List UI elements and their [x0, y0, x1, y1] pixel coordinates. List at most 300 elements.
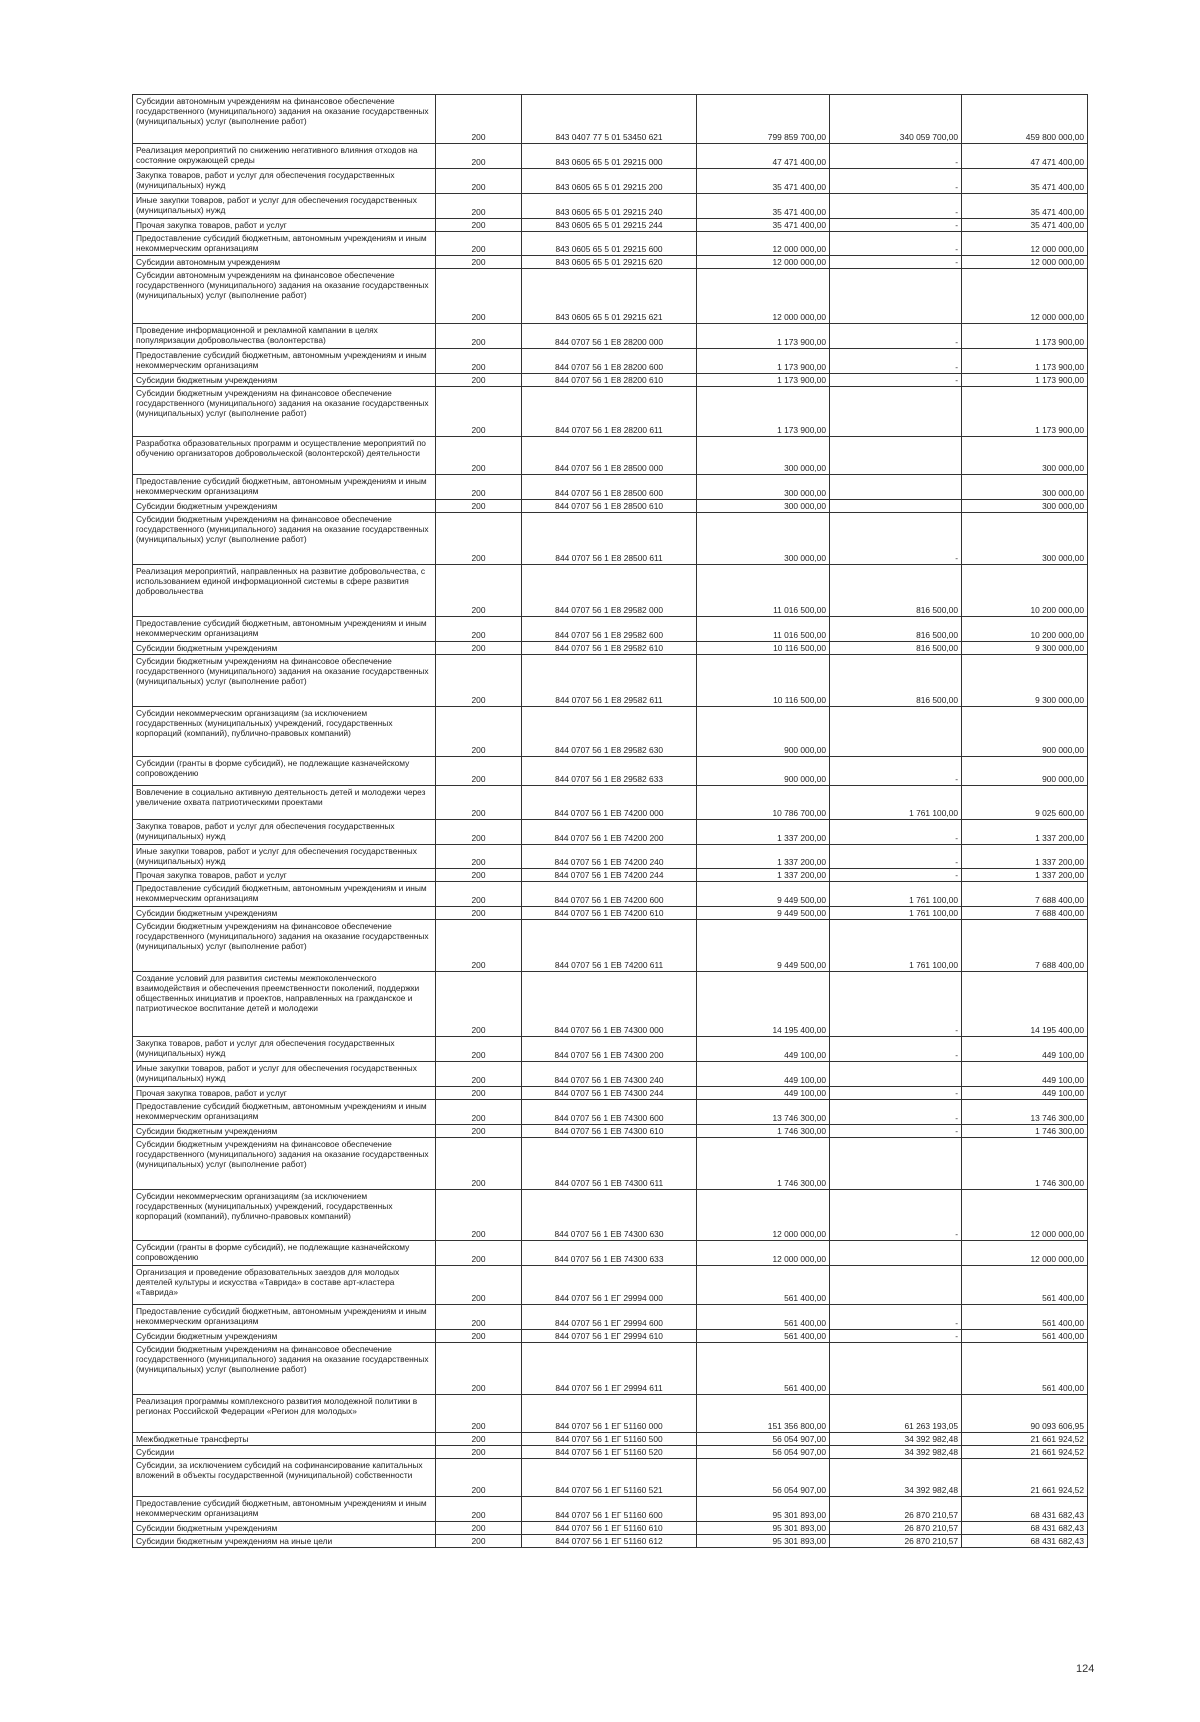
row-description: Субсидии бюджетным учреждениям на финансовое обеспечение государственного (муниципального) задания на оказание государственных (муниципальных) услуг (выполнение работ)	[133, 387, 436, 437]
row-classification-code: 844 0707 56 1 EГ 51160 520	[522, 1446, 697, 1459]
row-code: 200	[436, 1266, 522, 1305]
row-executed-amount	[830, 475, 962, 500]
row-classification-code: 844 0707 56 1 EB 74300 240	[522, 1062, 697, 1087]
row-approved-amount: 35 471 400,00	[697, 194, 830, 219]
row-approved-amount: 1 337 200,00	[697, 820, 830, 845]
row-approved-amount: 10 116 500,00	[697, 655, 830, 707]
row-unexecuted-amount: 10 200 000,00	[962, 565, 1088, 617]
table-row	[133, 324, 1088, 349]
row-classification-code: 844 0707 56 1 E8 28200 610	[522, 374, 697, 387]
row-approved-amount: 95 301 893,00	[697, 1497, 830, 1522]
table-row	[133, 907, 1088, 920]
table-row	[133, 95, 1088, 144]
row-code: 200	[436, 907, 522, 920]
row-approved-amount: 12 000 000,00	[697, 269, 830, 324]
row-code: 200	[436, 256, 522, 269]
table-row	[133, 882, 1088, 907]
row-code: 200	[436, 475, 522, 500]
row-executed-amount: -	[830, 1330, 962, 1343]
row-executed-amount: -	[830, 219, 962, 232]
row-description: Субсидии бюджетным учреждениям на финансовое обеспечение государственного (муниципального) задания на оказание государственных (муниципальных) услуг (выполнение работ)	[133, 655, 436, 707]
row-unexecuted-amount: 12 000 000,00	[962, 1190, 1088, 1241]
row-unexecuted-amount: 21 661 924,52	[962, 1433, 1088, 1446]
row-approved-amount: 1 337 200,00	[697, 869, 830, 882]
row-approved-amount: 561 400,00	[697, 1343, 830, 1395]
table-row	[133, 513, 1088, 565]
row-description: Субсидии, за исключением субсидий на софинансирование капитальных вложений в объекты государственной (муниципальной) собственности	[133, 1459, 436, 1497]
row-code: 200	[436, 1087, 522, 1100]
page-number: 124	[1076, 1663, 1095, 1675]
row-description: Субсидии некоммерческим организациям (за исключением государственных (муниципальных) учреждений, государственных корпораций (компаний), публично-правовых компаний)	[133, 707, 436, 757]
row-classification-code: 844 0707 56 1 E8 29582 633	[522, 757, 697, 786]
row-unexecuted-amount: 21 661 924,52	[962, 1446, 1088, 1459]
row-executed-amount	[830, 1062, 962, 1087]
table-row	[133, 1459, 1088, 1497]
row-approved-amount: 56 054 907,00	[697, 1433, 830, 1446]
row-approved-amount: 1 173 900,00	[697, 374, 830, 387]
row-unexecuted-amount: 561 400,00	[962, 1330, 1088, 1343]
table-row	[133, 256, 1088, 269]
row-approved-amount: 1 337 200,00	[697, 845, 830, 869]
row-approved-amount: 300 000,00	[697, 513, 830, 565]
row-unexecuted-amount: 561 400,00	[962, 1266, 1088, 1305]
table-row	[133, 500, 1088, 513]
table-row	[133, 1433, 1088, 1446]
row-description: Вовлечение в социально активную деятельность детей и молодежи через увеличение охвата патриотическими проектами	[133, 786, 436, 820]
row-classification-code: 844 0707 56 1 E8 29582 000	[522, 565, 697, 617]
row-description: Прочая закупка товаров, работ и услуг	[133, 1087, 436, 1100]
row-approved-amount: 12 000 000,00	[697, 232, 830, 256]
row-approved-amount: 449 100,00	[697, 1087, 830, 1100]
row-description: Реализация программы комплексного развития молодежной политики в регионах Российской Федерации «Регион для молодых»	[133, 1395, 436, 1433]
row-unexecuted-amount: 1 746 300,00	[962, 1138, 1088, 1190]
row-approved-amount: 56 054 907,00	[697, 1459, 830, 1497]
table-row	[133, 1343, 1088, 1395]
row-approved-amount: 95 301 893,00	[697, 1522, 830, 1535]
row-description: Субсидии бюджетным учреждениям	[133, 374, 436, 387]
row-description: Прочая закупка товаров, работ и услуг	[133, 869, 436, 882]
row-code: 200	[436, 617, 522, 642]
row-description: Предоставление субсидий бюджетным, автономным учреждениям и иным некоммерческим организациям	[133, 1497, 436, 1522]
row-executed-amount: -	[830, 1190, 962, 1241]
table-row	[133, 1535, 1088, 1548]
row-unexecuted-amount: 35 471 400,00	[962, 219, 1088, 232]
row-code: 200	[436, 882, 522, 907]
row-code: 200	[436, 1190, 522, 1241]
row-classification-code: 844 0707 56 1 E8 29582 611	[522, 655, 697, 707]
row-code: 200	[436, 1535, 522, 1548]
row-approved-amount: 300 000,00	[697, 500, 830, 513]
row-description: Субсидии бюджетным учреждениям	[133, 1330, 436, 1343]
table-row	[133, 1522, 1088, 1535]
row-description: Проведение информационной и рекламной кампании в целях популяризации добровольчества (волонтерства)	[133, 324, 436, 349]
row-unexecuted-amount: 13 746 300,00	[962, 1100, 1088, 1125]
row-code: 200	[436, 232, 522, 256]
row-executed-amount: 816 500,00	[830, 617, 962, 642]
row-code: 200	[436, 707, 522, 757]
row-unexecuted-amount: 300 000,00	[962, 475, 1088, 500]
row-executed-amount	[830, 387, 962, 437]
table-row	[133, 1305, 1088, 1330]
row-code: 200	[436, 869, 522, 882]
row-unexecuted-amount: 300 000,00	[962, 500, 1088, 513]
row-unexecuted-amount: 68 431 682,43	[962, 1535, 1088, 1548]
row-approved-amount: 9 449 500,00	[697, 882, 830, 907]
table-row	[133, 1190, 1088, 1241]
row-description: Субсидии автономным учреждениям на финансовое обеспечение государственного (муниципального) задания на оказание государственных (муниципальных) услуг (выполнение работ)	[133, 95, 436, 144]
row-approved-amount: 561 400,00	[697, 1330, 830, 1343]
row-unexecuted-amount: 14 195 400,00	[962, 972, 1088, 1037]
row-code: 200	[436, 1062, 522, 1087]
row-description: Прочая закупка товаров, работ и услуг	[133, 219, 436, 232]
row-code: 200	[436, 1037, 522, 1062]
row-description: Организация и проведение образовательных заездов для молодых деятелей культуры и искусства «Таврида» в составе арт-кластера «Таврида»	[133, 1266, 436, 1305]
table-row	[133, 269, 1088, 324]
row-executed-amount: -	[830, 1037, 962, 1062]
row-code: 200	[436, 387, 522, 437]
row-code: 200	[436, 1305, 522, 1330]
row-code: 200	[436, 194, 522, 219]
row-code: 200	[436, 972, 522, 1037]
row-description: Разработка образовательных программ и осуществление мероприятий по обучению организаторов добровольческой (волонтерской) деятельности	[133, 437, 436, 475]
row-executed-amount: 816 500,00	[830, 655, 962, 707]
row-classification-code: 844 0707 56 1 EB 74200 610	[522, 907, 697, 920]
row-unexecuted-amount: 68 431 682,43	[962, 1522, 1088, 1535]
row-executed-amount: -	[830, 324, 962, 349]
table-row	[133, 232, 1088, 256]
row-classification-code: 844 0707 56 1 EГ 51160 000	[522, 1395, 697, 1433]
row-code: 200	[436, 219, 522, 232]
table-row	[133, 1266, 1088, 1305]
row-code: 200	[436, 1241, 522, 1266]
row-code: 200	[436, 1522, 522, 1535]
row-executed-amount	[830, 1343, 962, 1395]
row-unexecuted-amount: 1 173 900,00	[962, 324, 1088, 349]
row-description: Субсидии некоммерческим организациям (за исключением государственных (муниципальных) учреждений, государственных корпораций (компаний), публично-правовых компаний)	[133, 1190, 436, 1241]
row-classification-code: 844 0707 56 1 EB 74300 633	[522, 1241, 697, 1266]
row-code: 200	[436, 1138, 522, 1190]
row-description: Субсидии бюджетным учреждениям на финансовое обеспечение государственного (муниципального) задания на оказание государственных (муниципальных) услуг (выполнение работ)	[133, 513, 436, 565]
row-code: 200	[436, 1497, 522, 1522]
row-classification-code: 844 0707 56 1 E8 28500 600	[522, 475, 697, 500]
row-unexecuted-amount: 1 337 200,00	[962, 869, 1088, 882]
budget-table	[132, 94, 1088, 1548]
row-description: Предоставление субсидий бюджетным, автономным учреждениям и иным некоммерческим организациям	[133, 232, 436, 256]
table-row	[133, 920, 1088, 972]
table-row	[133, 1138, 1088, 1190]
row-unexecuted-amount: 449 100,00	[962, 1087, 1088, 1100]
row-approved-amount: 1 746 300,00	[697, 1138, 830, 1190]
row-classification-code: 844 0707 56 1 EB 74300 200	[522, 1037, 697, 1062]
row-executed-amount: -	[830, 349, 962, 374]
row-approved-amount: 561 400,00	[697, 1305, 830, 1330]
row-classification-code: 844 0707 56 1 E8 28200 600	[522, 349, 697, 374]
row-approved-amount: 151 356 800,00	[697, 1395, 830, 1433]
row-unexecuted-amount: 459 800 000,00	[962, 95, 1088, 144]
row-classification-code: 844 0707 56 1 EГ 51160 600	[522, 1497, 697, 1522]
row-code: 200	[436, 1446, 522, 1459]
row-code: 200	[436, 1125, 522, 1138]
row-unexecuted-amount: 900 000,00	[962, 757, 1088, 786]
row-approved-amount: 14 195 400,00	[697, 972, 830, 1037]
row-approved-amount: 12 000 000,00	[697, 1190, 830, 1241]
row-classification-code: 844 0707 56 1 EB 74200 200	[522, 820, 697, 845]
row-classification-code: 844 0707 56 1 EГ 29994 000	[522, 1266, 697, 1305]
table-row	[133, 1241, 1088, 1266]
table-row	[133, 1497, 1088, 1522]
table-row	[133, 1125, 1088, 1138]
row-description: Предоставление субсидий бюджетным, автономным учреждениям и иным некоммерческим организациям	[133, 617, 436, 642]
table-row	[133, 387, 1088, 437]
row-executed-amount: 61 263 193,05	[830, 1395, 962, 1433]
table-row	[133, 1330, 1088, 1343]
row-code: 200	[436, 642, 522, 655]
row-approved-amount: 300 000,00	[697, 475, 830, 500]
row-classification-code: 844 0707 56 1 EГ 51160 500	[522, 1433, 697, 1446]
row-classification-code: 843 0605 65 5 01 29215 600	[522, 232, 697, 256]
table-row	[133, 757, 1088, 786]
row-code: 200	[436, 565, 522, 617]
row-description: Создание условий для развития системы межпоколенческого взаимодействия и обеспечения преемственности поколений, поддержки общественных инициатив и проектов, направленных на гражданское и патриотическое воспитание детей и молодежи	[133, 972, 436, 1037]
row-executed-amount: 340 059 700,00	[830, 95, 962, 144]
table-row	[133, 475, 1088, 500]
row-description: Субсидии автономным учреждениям на финансовое обеспечение государственного (муниципального) задания на оказание государственных (муниципальных) услуг (выполнение работ)	[133, 269, 436, 324]
row-executed-amount: 816 500,00	[830, 565, 962, 617]
row-approved-amount: 449 100,00	[697, 1062, 830, 1087]
row-description: Субсидии бюджетным учреждениям	[133, 907, 436, 920]
table-row	[133, 219, 1088, 232]
row-classification-code: 844 0707 56 1 EГ 29994 600	[522, 1305, 697, 1330]
row-approved-amount: 1 173 900,00	[697, 349, 830, 374]
row-description: Субсидии бюджетным учреждениям	[133, 1522, 436, 1535]
row-executed-amount: 34 392 982,48	[830, 1459, 962, 1497]
row-description: Субсидии	[133, 1446, 436, 1459]
table-row	[133, 1062, 1088, 1087]
row-executed-amount: -	[830, 820, 962, 845]
row-approved-amount: 11 016 500,00	[697, 565, 830, 617]
row-classification-code: 844 0707 56 1 EГ 51160 610	[522, 1522, 697, 1535]
row-unexecuted-amount: 1 173 900,00	[962, 374, 1088, 387]
row-unexecuted-amount: 90 093 606,95	[962, 1395, 1088, 1433]
row-code: 200	[436, 1395, 522, 1433]
row-unexecuted-amount: 12 000 000,00	[962, 256, 1088, 269]
row-classification-code: 844 0707 56 1 EB 74200 244	[522, 869, 697, 882]
row-executed-amount: -	[830, 1087, 962, 1100]
row-executed-amount	[830, 1241, 962, 1266]
row-approved-amount: 1 173 900,00	[697, 324, 830, 349]
row-code: 200	[436, 269, 522, 324]
row-executed-amount: 26 870 210,57	[830, 1535, 962, 1548]
row-classification-code: 844 0707 56 1 EB 74300 610	[522, 1125, 697, 1138]
row-approved-amount: 561 400,00	[697, 1266, 830, 1305]
row-code: 200	[436, 349, 522, 374]
row-classification-code: 844 0707 56 1 EB 74200 611	[522, 920, 697, 972]
row-classification-code: 843 0605 65 5 01 29215 244	[522, 219, 697, 232]
row-code: 200	[436, 757, 522, 786]
row-classification-code: 844 0707 56 1 EB 74300 244	[522, 1087, 697, 1100]
row-unexecuted-amount: 1 746 300,00	[962, 1125, 1088, 1138]
row-executed-amount: 34 392 982,48	[830, 1433, 962, 1446]
table-row	[133, 169, 1088, 194]
row-unexecuted-amount: 9 025 600,00	[962, 786, 1088, 820]
row-classification-code: 844 0707 56 1 E8 28200 000	[522, 324, 697, 349]
row-executed-amount: 34 392 982,48	[830, 1446, 962, 1459]
row-description: Межбюджетные трансферты	[133, 1433, 436, 1446]
row-code: 200	[436, 820, 522, 845]
row-executed-amount: -	[830, 1125, 962, 1138]
row-code: 200	[436, 513, 522, 565]
row-description: Закупка товаров, работ и услуг для обеспечения государственных (муниципальных) нужд	[133, 169, 436, 194]
row-unexecuted-amount: 1 337 200,00	[962, 845, 1088, 869]
row-approved-amount: 900 000,00	[697, 757, 830, 786]
row-code: 200	[436, 324, 522, 349]
table-row	[133, 1037, 1088, 1062]
row-code: 200	[436, 1330, 522, 1343]
row-executed-amount: -	[830, 757, 962, 786]
row-description: Предоставление субсидий бюджетным, автономным учреждениям и иным некоммерческим организациям	[133, 1100, 436, 1125]
row-code: 200	[436, 374, 522, 387]
row-executed-amount: -	[830, 232, 962, 256]
row-description: Предоставление субсидий бюджетным, автономным учреждениям и иным некоммерческим организациям	[133, 1305, 436, 1330]
table-row	[133, 374, 1088, 387]
row-code: 200	[436, 655, 522, 707]
table-row	[133, 707, 1088, 757]
row-executed-amount: 26 870 210,57	[830, 1522, 962, 1535]
row-executed-amount: -	[830, 972, 962, 1037]
row-classification-code: 844 0707 56 1 EB 74200 240	[522, 845, 697, 869]
row-classification-code: 844 0707 56 1 E8 28500 611	[522, 513, 697, 565]
row-code: 200	[436, 1459, 522, 1497]
row-executed-amount	[830, 269, 962, 324]
row-description: Субсидии бюджетным учреждениям	[133, 1125, 436, 1138]
row-executed-amount: -	[830, 1100, 962, 1125]
row-executed-amount	[830, 707, 962, 757]
row-classification-code: 844 0707 56 1 E8 29582 610	[522, 642, 697, 655]
row-code: 200	[436, 500, 522, 513]
row-unexecuted-amount: 35 471 400,00	[962, 169, 1088, 194]
row-approved-amount: 1 173 900,00	[697, 387, 830, 437]
row-executed-amount: -	[830, 169, 962, 194]
row-approved-amount: 10 116 500,00	[697, 642, 830, 655]
row-executed-amount: 1 761 100,00	[830, 882, 962, 907]
table-row	[133, 194, 1088, 219]
row-executed-amount: 816 500,00	[830, 642, 962, 655]
row-description: Реализация мероприятий по снижению негативного влияния отходов на состояние окружающей среды	[133, 144, 436, 169]
row-unexecuted-amount: 68 431 682,43	[962, 1497, 1088, 1522]
budget-table-body	[133, 95, 1088, 1548]
row-unexecuted-amount: 12 000 000,00	[962, 1241, 1088, 1266]
row-classification-code: 844 0707 56 1 EГ 51160 612	[522, 1535, 697, 1548]
row-executed-amount: -	[830, 513, 962, 565]
row-executed-amount: -	[830, 144, 962, 169]
row-unexecuted-amount: 35 471 400,00	[962, 194, 1088, 219]
row-classification-code: 844 0707 56 1 E8 29582 630	[522, 707, 697, 757]
row-unexecuted-amount: 12 000 000,00	[962, 269, 1088, 324]
row-approved-amount: 13 746 300,00	[697, 1100, 830, 1125]
row-executed-amount	[830, 1138, 962, 1190]
row-description: Иные закупки товаров, работ и услуг для обеспечения государственных (муниципальных) нужд	[133, 1062, 436, 1087]
row-unexecuted-amount: 561 400,00	[962, 1343, 1088, 1395]
row-classification-code: 844 0707 56 1 EГ 29994 611	[522, 1343, 697, 1395]
row-unexecuted-amount: 47 471 400,00	[962, 144, 1088, 169]
row-description: Субсидии (гранты в форме субсидий), не подлежащие казначейскому сопровождению	[133, 757, 436, 786]
table-row	[133, 642, 1088, 655]
row-description: Предоставление субсидий бюджетным, автономным учреждениям и иным некоммерческим организациям	[133, 349, 436, 374]
row-description: Субсидии бюджетным учреждениям	[133, 642, 436, 655]
row-executed-amount	[830, 1266, 962, 1305]
row-code: 200	[436, 1343, 522, 1395]
row-code: 200	[436, 1433, 522, 1446]
row-unexecuted-amount: 300 000,00	[962, 437, 1088, 475]
row-approved-amount: 35 471 400,00	[697, 169, 830, 194]
row-unexecuted-amount: 900 000,00	[962, 707, 1088, 757]
row-unexecuted-amount: 449 100,00	[962, 1062, 1088, 1087]
row-description: Иные закупки товаров, работ и услуг для обеспечения государственных (муниципальных) нужд	[133, 845, 436, 869]
table-row	[133, 617, 1088, 642]
row-unexecuted-amount: 1 173 900,00	[962, 349, 1088, 374]
row-executed-amount: 26 870 210,57	[830, 1497, 962, 1522]
row-classification-code: 843 0605 65 5 01 29215 240	[522, 194, 697, 219]
table-row	[133, 845, 1088, 869]
row-description: Субсидии бюджетным учреждениям на финансовое обеспечение государственного (муниципального) задания на оказание государственных (муниципальных) услуг (выполнение работ)	[133, 920, 436, 972]
row-unexecuted-amount: 561 400,00	[962, 1305, 1088, 1330]
row-classification-code: 844 0707 56 1 E8 28500 610	[522, 500, 697, 513]
row-approved-amount: 799 859 700,00	[697, 95, 830, 144]
row-executed-amount: 1 761 100,00	[830, 907, 962, 920]
row-approved-amount: 9 449 500,00	[697, 907, 830, 920]
table-row	[133, 349, 1088, 374]
row-executed-amount: -	[830, 374, 962, 387]
row-approved-amount: 300 000,00	[697, 437, 830, 475]
table-row	[133, 786, 1088, 820]
row-approved-amount: 56 054 907,00	[697, 1446, 830, 1459]
row-unexecuted-amount: 9 300 000,00	[962, 655, 1088, 707]
row-code: 200	[436, 144, 522, 169]
row-unexecuted-amount: 7 688 400,00	[962, 920, 1088, 972]
row-executed-amount: -	[830, 194, 962, 219]
row-approved-amount: 9 449 500,00	[697, 920, 830, 972]
table-row	[133, 144, 1088, 169]
row-approved-amount: 12 000 000,00	[697, 1241, 830, 1266]
table-row	[133, 1100, 1088, 1125]
table-row	[133, 820, 1088, 845]
row-executed-amount: 1 761 100,00	[830, 920, 962, 972]
table-row	[133, 437, 1088, 475]
row-classification-code: 844 0707 56 1 E8 29582 600	[522, 617, 697, 642]
table-row	[133, 972, 1088, 1037]
row-unexecuted-amount: 449 100,00	[962, 1037, 1088, 1062]
row-approved-amount: 1 746 300,00	[697, 1125, 830, 1138]
table-row	[133, 1395, 1088, 1433]
row-approved-amount: 10 786 700,00	[697, 786, 830, 820]
row-approved-amount: 47 471 400,00	[697, 144, 830, 169]
table-row	[133, 655, 1088, 707]
row-approved-amount: 11 016 500,00	[697, 617, 830, 642]
row-description: Субсидии (гранты в форме субсидий), не подлежащие казначейскому сопровождению	[133, 1241, 436, 1266]
row-description: Предоставление субсидий бюджетным, автономным учреждениям и иным некоммерческим организациям	[133, 882, 436, 907]
row-description: Предоставление субсидий бюджетным, автономным учреждениям и иным некоммерческим организациям	[133, 475, 436, 500]
row-approved-amount: 95 301 893,00	[697, 1535, 830, 1548]
row-classification-code: 843 0605 65 5 01 29215 200	[522, 169, 697, 194]
row-description: Субсидии бюджетным учреждениям на финансовое обеспечение государственного (муниципального) задания на оказание государственных (муниципальных) услуг (выполнение работ)	[133, 1343, 436, 1395]
row-code: 200	[436, 95, 522, 144]
table-row	[133, 565, 1088, 617]
row-unexecuted-amount: 21 661 924,52	[962, 1459, 1088, 1497]
row-classification-code: 844 0707 56 1 E8 28500 000	[522, 437, 697, 475]
row-executed-amount: -	[830, 869, 962, 882]
row-approved-amount: 35 471 400,00	[697, 219, 830, 232]
row-executed-amount: -	[830, 845, 962, 869]
